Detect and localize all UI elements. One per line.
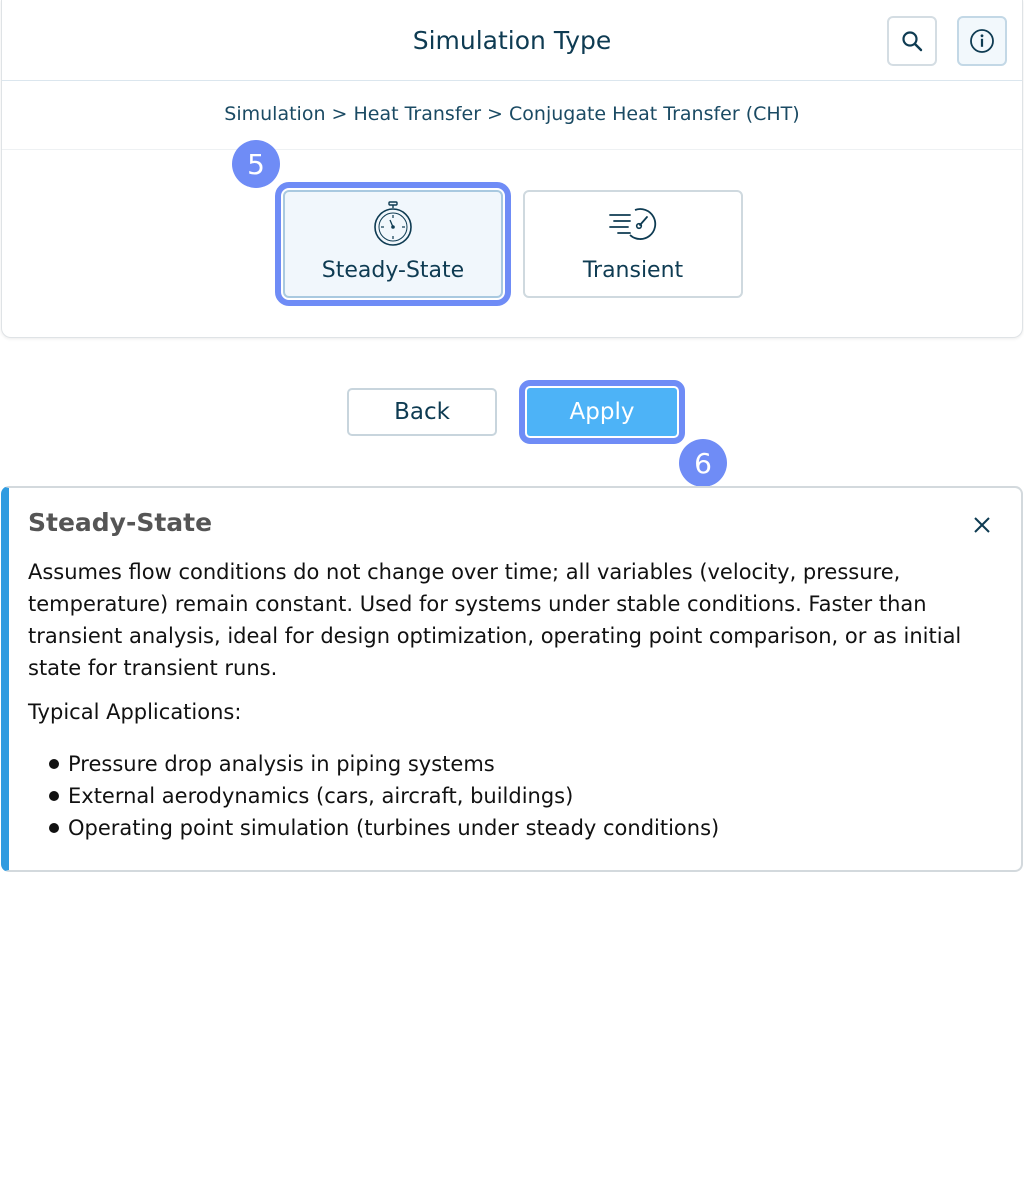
breadcrumb: Simulation > Heat Transfer > Conjugate Heat Transfer (CHT) bbox=[2, 81, 1022, 150]
info-panel-description: Assumes flow conditions do not change over time; all variables (velocity, pressure, temperature) remain constant. Used for systems under stable conditions. Faster than transient analysis, ideal for design optimization, operating point comparison, or as initial state for transient runs. bbox=[28, 560, 962, 680]
info-icon bbox=[969, 28, 995, 54]
simulation-options bbox=[2, 150, 1022, 338]
page-title: Simulation Type bbox=[412, 26, 612, 55]
list-item: Operating point simulation (turbines under steady conditions) bbox=[28, 812, 719, 844]
back-button[interactable]: Back bbox=[347, 388, 497, 436]
info-panel-title: Steady-State bbox=[28, 508, 213, 537]
apply-button[interactable]: Apply bbox=[527, 388, 677, 436]
step-badge-5: 5 bbox=[232, 140, 280, 188]
applications-list bbox=[28, 748, 719, 844]
list-item: Pressure drop analysis in piping systems bbox=[28, 748, 719, 780]
simulation-type-card bbox=[1, 0, 1023, 338]
info-panel bbox=[1, 486, 1023, 872]
close-icon bbox=[972, 515, 992, 535]
header bbox=[2, 0, 1022, 81]
applications-label: Typical Applications: bbox=[28, 700, 242, 724]
close-button[interactable] bbox=[967, 510, 997, 540]
option-steady-state[interactable] bbox=[283, 190, 503, 298]
option-transient[interactable] bbox=[523, 190, 743, 298]
list-item: External aerodynamics (cars, aircraft, buildings) bbox=[28, 780, 719, 812]
option-label: Steady-State bbox=[321, 258, 465, 283]
info-button[interactable] bbox=[957, 16, 1007, 66]
stopwatch-icon bbox=[372, 201, 414, 247]
option-label: Transient bbox=[582, 258, 684, 283]
speedometer-icon bbox=[608, 204, 658, 244]
step-badge-6: 6 bbox=[679, 439, 727, 487]
search-button[interactable] bbox=[887, 16, 937, 66]
search-icon bbox=[901, 30, 923, 52]
